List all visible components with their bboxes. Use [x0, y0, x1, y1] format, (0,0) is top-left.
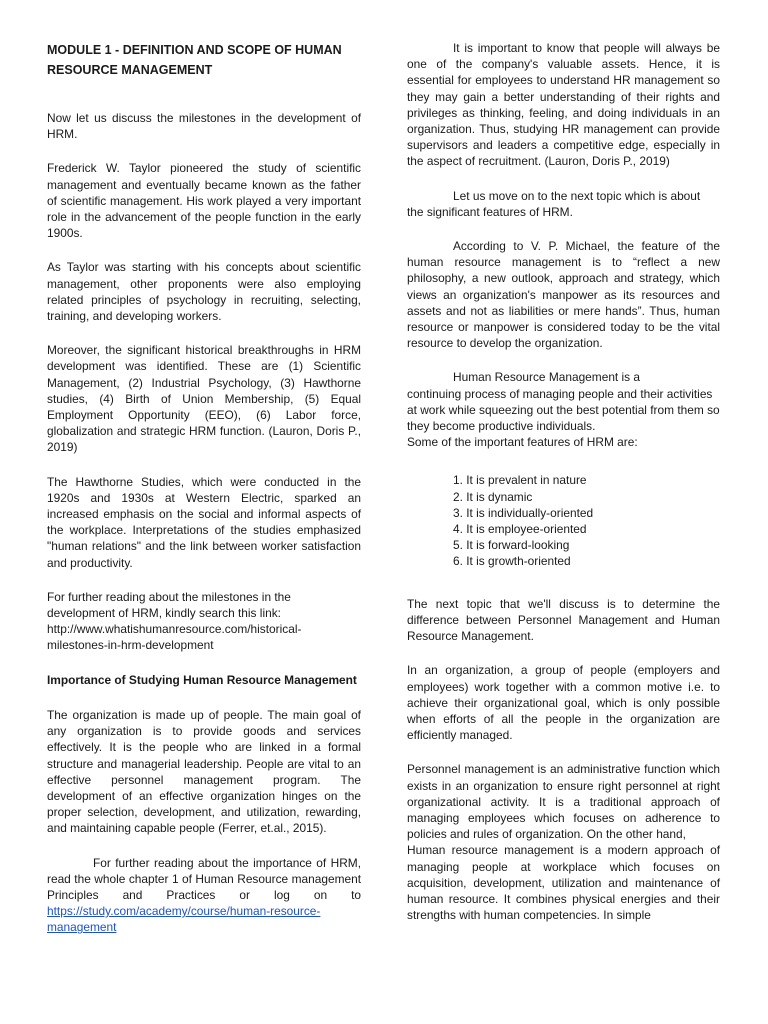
- personnel-management-paragraph: Personnel management is an administrative function which exists in an organization to ensure right personnel at right organizational activity. It is a traditional approach of managing employees which focuses on adherence to policies and rules of organization. On the other hand,: [407, 762, 720, 842]
- right-column: [407, 40, 720, 941]
- hrm-features-intro: Some of the important features of HRM are:: [407, 435, 638, 450]
- organization-group-paragraph: In an organization, a group of people (employers and employees) work together with a common motive i.e. to achieve their organizational goal, which is only possible when efforts of all the people in the organization are efficiently managed.: [407, 663, 720, 743]
- importance-reading-text: For further reading about the importance of HRM, read the whole chapter 1 of Human Resource management Principles and Practices or log on to: [47, 855, 361, 902]
- milestones-intro-paragraph: Now let us discuss the milestones in the development of HRM.: [47, 111, 361, 142]
- importance-heading: Importance of Studying Human Resource Management: [47, 672, 357, 687]
- hrm-process-paragraph: [407, 369, 720, 450]
- list-item: 2. It is dynamic: [453, 489, 533, 504]
- list-item: 6. It is growth-oriented: [453, 554, 571, 569]
- taylor-paragraph: Frederick W. Taylor pioneered the study of scientific management and eventually became known as the father of scientific management. His work played a very important role in the advancement of the people function in the early 1900s.: [47, 161, 361, 241]
- importance-reading-paragraph: [47, 855, 361, 936]
- list-item: 3. It is individually-oriented: [453, 505, 594, 520]
- list-item: 5. It is forward-looking: [453, 538, 570, 553]
- personnel-vs-hrm-paragraph: The next topic that we'll discuss is to determine the difference between Personnel Management and Human Resource Management.: [407, 596, 720, 644]
- hrm-process-line: Human Resource Management is a: [453, 370, 641, 385]
- list-item: 1. It is prevalent in nature: [453, 473, 587, 488]
- proponents-paragraph: As Taylor was starting with his concepts about scientific management, other proponents were also employing related principles of psychology in recruiting, selecting, training, and developing workers.: [47, 260, 361, 324]
- module-title: MODULE 1 - DEFINITION AND SCOPE OF HUMAN RESOURCE MANAGEMENT: [47, 43, 342, 77]
- hrm-features-list: [407, 472, 720, 569]
- milestones-reading-paragraph: For further reading about the milestones in the development of HRM, kindly search this link: http://www.whatishumanresource.com/historical-milestones-in-hrm-development: [47, 589, 302, 653]
- breakthroughs-paragraph: Moreover, the significant historical breakthroughs in HRM development was identified. These are (1) Scientific Management, (2) Industrial Psychology, (3) Hawthorne studies, (4) Birth of Union Membership, (5) Equal Employment Opportunity (EEO), (6) Labor force, globalization and strategic HRM function. (Lauron, Doris P., 2019): [47, 343, 361, 455]
- next-topic-features-paragraph: Let us move on to the next topic which is about the significant features of HRM.: [407, 188, 701, 219]
- left-column: [47, 40, 361, 954]
- hawthorne-paragraph: The Hawthorne Studies, which were conducted in the 1920s and 1930s at Western Electric, sparked an increased emphasis on the social and informal aspects of the workplace. Interpretations of the studies emphasized "human relations" and the link between worker satisfaction and productivity.: [47, 474, 361, 570]
- study-com-link[interactable]: https://study.com/academy/course/human-resource-management: [47, 904, 321, 935]
- hrm-modern-paragraph: Human resource management is a modern approach of managing people at workplace which focuses on acquisition, development, utilization and maintenance of human resource. It combines physical energies and their strengths with human competencies. In simple: [407, 843, 720, 923]
- assets-paragraph: It is important to know that people will always be one of the company's valuable assets. Hence, it is essential for employees to understand HR management so they may gain a better understanding of their rights and privileges as thinking, feeling, and doing individuals in an organization. Thus, studying HR management can provide supervisors and leaders a competitive edge, especially in the aspect of recruitment. (Lauron, Doris P., 2019): [407, 41, 720, 169]
- michael-paragraph: According to V. P. Michael, the feature of the human resource management is to “reflect a new philosophy, a new outlook, approach and strategy, which views an organization's manpower as its resources and assets and not as liabilities or mere hands”. Thus, human resource or manpower is considered today to be the vital resource to develop the organization.: [407, 239, 720, 351]
- hrm-process-text: continuing process of managing people and their activities at work while squeezing out the best potential from them so they become productive individuals.: [407, 386, 720, 434]
- list-item: 4. It is employee-oriented: [453, 522, 587, 537]
- organization-paragraph: The organization is made up of people. The main goal of any organization is to provide goods and services effectively. It is the people who are linked in a formal structure and managerial leadership. People are vital to an effective personnel management program. The development of an effective organization hinges on the proper selection, development, and utilization, rewarding, and maintaining capable people (Ferrer, et.al., 2015).: [47, 707, 361, 836]
